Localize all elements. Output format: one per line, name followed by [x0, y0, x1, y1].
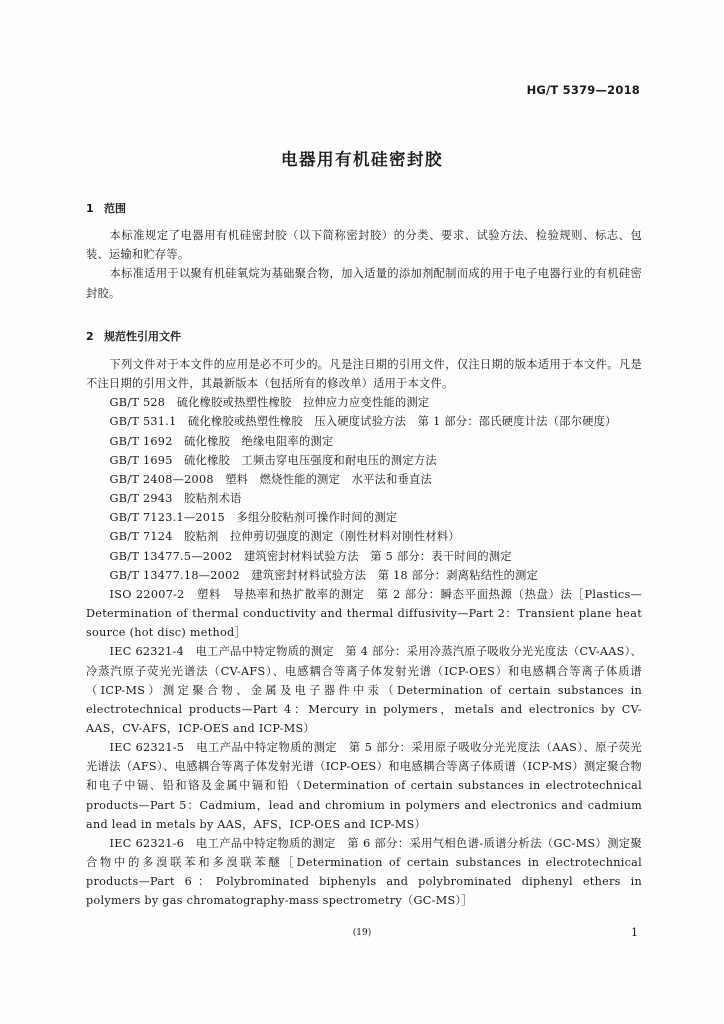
scope-paragraph-2: 本标准适用于以聚有机硅氧烷为基础聚合物，加入适量的添加剂配制而成的用于电子电器行业的有机硅密封胶。	[86, 267, 642, 300]
section-2-heading	[86, 328, 181, 344]
section-2-title: 规范性引用文件	[104, 330, 181, 343]
section-1-number: 1	[86, 202, 94, 215]
references-intro: 下列文件对于本文件的应用是必不可少的。凡是注日期的引用文件，仅注日期的版本适用于本文件。凡是不注日期的引用文件，其最新版本（包括所有的修改单）适用于本文件。	[86, 358, 642, 391]
reference-item: GB/T 1692 硫化橡胶 绝缘电阻率的测定	[109, 434, 334, 448]
reference-item: GB/T 13477.5—2002 建筑密封材料试验方法 第 5 部分：表干时间的测定	[109, 549, 512, 563]
reference-item: IEC 62321-4 电工产品中特定物质的测定 第 4 部分：采用冷蒸汽原子吸收分光光度法（CV-AAS）、冷蒸汽原子荧光光谱法（CV-AFS）、电感耦合等离子体发射光谱（ICP-OES）和电感耦合等离子体质谱（ICP-MS）测定聚合物、金属及电子器件中汞（Determination of certain substances in electrotechnical products—Part 4：Mercury in polymers，metals and electronics by CV-AAS，CV-AFS，ICP-OES and ICP-MS）	[86, 645, 642, 735]
reference-item: GB/T 7124 胶粘剂 拉伸剪切强度的测定（刚性材料对刚性材料）	[109, 530, 460, 544]
reference-item: GB/T 528 硫化橡胶或热塑性橡胶 拉伸应力应变性能的测定	[109, 396, 430, 410]
reference-item: GB/T 531.1 硫化橡胶或热塑性橡胶 压入硬度试验方法 第 1 部分：邵氏硬度计法（邵尔硬度）	[109, 415, 617, 429]
reference-item: GB/T 7123.1—2015 多组分胶粘剂可操作时间的测定	[109, 511, 398, 525]
section-1-title: 范围	[104, 202, 126, 215]
reference-item: GB/T 2943 胶粘剂术语	[109, 492, 242, 506]
footer-sheet-number: (19)	[352, 928, 372, 938]
reference-item: GB/T 1695 硫化橡胶 工频击穿电压强度和耐电压的测定方法	[109, 453, 437, 467]
page-number: 1	[631, 926, 638, 939]
section-1-heading	[86, 200, 126, 216]
reference-item: GB/T 2408—2008 塑料 燃烧性能的测定 水平法和垂直法	[109, 472, 433, 486]
reference-item: IEC 62321-5 电工产品中特定物质的测定 第 5 部分：采用原子吸收分光光度法（AAS）、原子荧光光谱法（AFS）、电感耦合等离子体发射光谱（ICP-OES）和电感耦合等离子体质谱（ICP-MS）测定聚合物和电子中镉、铅和铬及金属中镉和铅（Determination of certain substances in electrotechnical products—Part 5：Cadmium，lead and chromium in polymers and electronics and cadmium and lead in metals by AAS，AFS，ICP-OES and ICP-MS）	[86, 741, 642, 831]
section-2-number: 2	[86, 330, 94, 343]
standard-code: HG/T 5379—2018	[526, 83, 640, 97]
reference-item: GB/T 13477.18—2002 建筑密封材料试验方法 第 18 部分：剥离粘结性的测定	[109, 568, 539, 582]
document-title: 电器用有机硅密封胶	[281, 150, 443, 169]
reference-item: ISO 22007-2 塑料 导热率和热扩散率的测定 第 2 部分：瞬态平面热源（热盘）法［Plastics—Determination of thermal conductivity and thermal diffusivity—Part 2：Transient plane heat source (hot disc) method］	[86, 587, 642, 640]
section-1-body	[86, 226, 642, 303]
reference-item: IEC 62321-6 电工产品中特定物质的测定 第 6 部分：采用气相色谱-质谱分析法（GC-MS）测定聚合物中的多溴联苯和多溴联苯醚［Determination of certain substances in electrotechnical products—Part 6：Polybrominated biphenyls and polybrominated diphenyl ethers in polymers by gas chromatography-mass spectrometry（GC-MS）］	[86, 836, 642, 908]
scope-paragraph-1: 本标准规定了电器用有机硅密封胶（以下简称密封胶）的分类、要求、试验方法、检验规则、标志、包装、运输和贮存等。	[86, 229, 642, 262]
section-2-body	[86, 355, 642, 911]
